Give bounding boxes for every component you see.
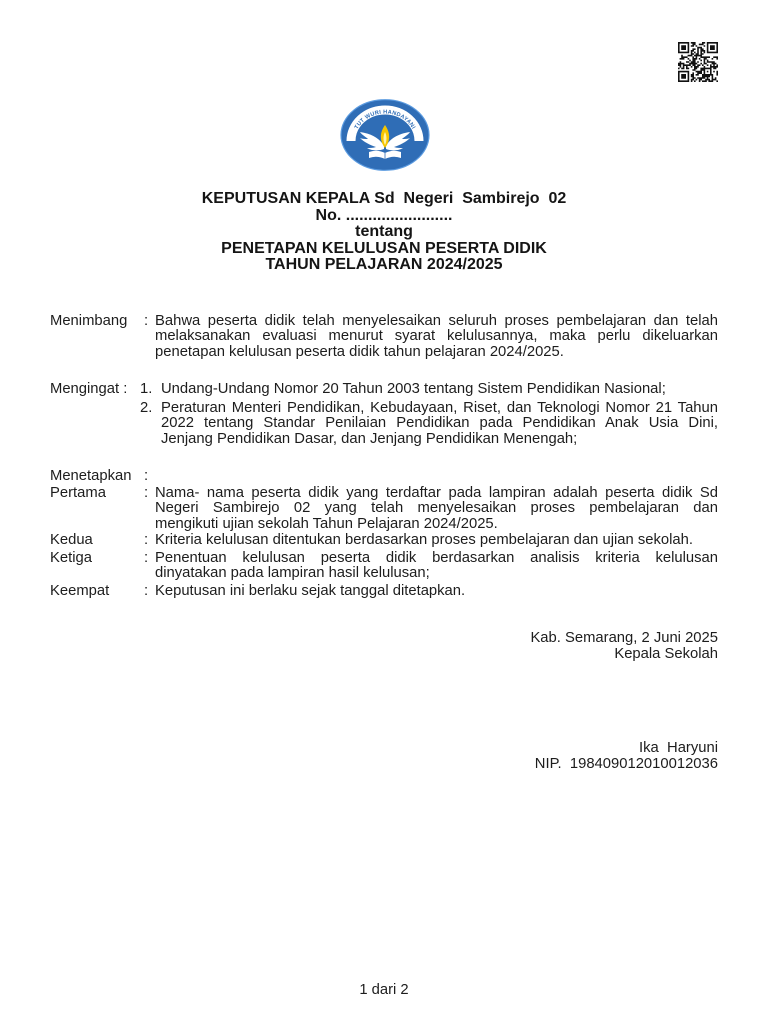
decision-line: Kriteria kelulusan ditentukan berdasarkan proses pembelajaran dan ujian sekolah.: [155, 532, 693, 548]
mengingat-item-number: 2.: [140, 400, 153, 416]
menimbang-line: Bahwa peserta didik telah menyelesaikan seluruh proses pembelajaran dan telah: [155, 313, 718, 329]
mengingat-item-1: [161, 382, 718, 397]
mengingat-line: Undang-Undang Nomor 20 Tahun 2003 tentang Sistem Pendidikan Nasional;: [161, 381, 666, 397]
menimbang-text: [155, 314, 718, 360]
decision-ketiga: [50, 550, 718, 582]
mengingat-item-2: [161, 401, 718, 447]
menimbang-line: penetapan kelulusan peserta didik tahun pelajaran 2024/2025.: [155, 343, 564, 360]
decision-keempat: [50, 584, 718, 600]
menetapkan-label: Menetapkan: [50, 468, 132, 484]
decree-about: tentang: [355, 223, 413, 240]
decision-text: [155, 533, 718, 548]
decision-label: Kedua: [50, 532, 93, 548]
signatory-name: Ika Haryuni: [639, 740, 718, 756]
signature-position: Kepala Sekolah: [614, 646, 718, 662]
mengingat-label: Mengingat :: [50, 381, 128, 397]
decision-kedua: [50, 533, 718, 549]
decision-line: Penentuan kelulusan peserta didik berdasarkan analisis kriteria kelulusan: [155, 550, 718, 566]
mengingat-section: [50, 381, 718, 447]
menetapkan-section: [50, 469, 718, 485]
menimbang-colon: :: [144, 313, 149, 329]
tut-wuri-handayani-logo: [340, 99, 430, 171]
decree-subject: PENETAPAN KELULUSAN PESERTA DIDIK: [221, 239, 547, 257]
decision-line: Keputusan ini berlaku sejak tanggal ditetapkan.: [155, 583, 466, 599]
mengingat-line: 2022 tentang Standar Penilaian Pendidikan pada Pendidikan Anak Usia Dini,: [161, 415, 718, 432]
decision-text: [155, 584, 718, 599]
logo-lettering-path: TUT WURI HANDAYANI: [353, 109, 417, 131]
decision-colon: :: [144, 532, 149, 548]
decree-heading: KEPUTUSAN KEPALA Sd Negeri Sambirejo 02: [201, 190, 567, 207]
decree-year: TAHUN PELAJARAN 2024/2025: [265, 256, 503, 273]
mengingat-line: Peraturan Menteri Pendidikan, Kebudayaan, Riset, dan Teknologi Nomor 21 Tahun: [161, 400, 718, 416]
decision-label: Keempat: [50, 583, 110, 599]
decree-number: No. ........................: [315, 206, 453, 224]
mengingat-item-number: 1.: [140, 381, 153, 397]
decision-text: [155, 551, 718, 582]
menimbang-label: Menimbang: [50, 313, 128, 329]
decision-line: Nama- nama peserta didik yang terdaftar pada lampiran adalah peserta didik Sd: [155, 485, 718, 501]
menimbang-line: melaksanakan evaluasi menurut syarat kelulusannya, maka perlu dikeluarkan: [155, 328, 718, 345]
decision-line: Negeri Sambirejo 02 yang telah menyelesaikan proses pembelajaran dan: [155, 500, 718, 517]
mengingat-line: Jenjang Pendidikan Dasar, dan Jenjang Pendidikan Menengah;: [161, 430, 578, 447]
decision-line: dinyatakan pada lampiran hasil kelulusan;: [155, 565, 430, 582]
decision-label: Ketiga: [50, 550, 92, 566]
menetapkan-colon: :: [144, 468, 149, 484]
decision-colon: :: [144, 485, 149, 501]
signature-place-date: Kab. Semarang, 2 Juni 2025: [530, 630, 718, 646]
document-title: [0, 191, 768, 274]
qr-code-icon: [678, 42, 718, 82]
menimbang-section: [50, 313, 718, 360]
signatory-nip: NIP. 198409012010012036: [534, 756, 718, 772]
decision-line: mengikuti ujian sekolah Tahun Pelajaran 2024/2025.: [155, 515, 498, 532]
decision-colon: :: [144, 583, 149, 599]
decision-pertama: [50, 485, 718, 532]
decision-text: [155, 486, 718, 532]
page-indicator: 1 dari 2: [359, 982, 409, 998]
decision-colon: :: [144, 550, 149, 566]
decision-label: Pertama: [50, 485, 106, 501]
